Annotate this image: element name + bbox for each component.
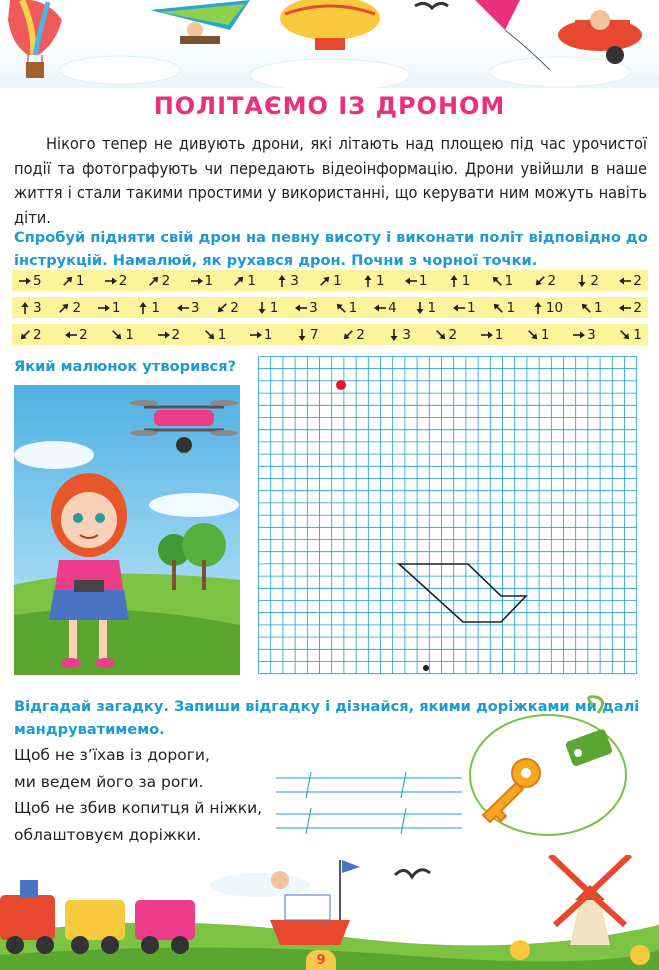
poem-line: ми ведем його за роги.: [14, 772, 204, 791]
windmill-icon: [550, 855, 630, 945]
riddle-task: Відгадай загадку. Запиши відгадку і дізнайся, якими доріжками ми далі мандруватимемо.: [14, 698, 640, 738]
step-count: 3: [33, 299, 42, 316]
arrow-w-icon: [618, 274, 632, 288]
instruction-step: [533, 273, 557, 289]
instruction-step: [318, 273, 342, 289]
arrow-nw-icon: [491, 301, 505, 315]
instruction-step: [579, 300, 603, 316]
arrow-e-icon: [97, 301, 111, 315]
step-count: 1: [506, 299, 516, 316]
poem-line: Щоб не з’їхав із дороги,: [14, 746, 210, 764]
step-count: 1: [204, 272, 214, 289]
task-instructions: Спробуй підняти свій дрон на певну висоту і виконати політ відповідно до інструкцій. Намалюй, як рухався дрон. Почни з чорної точки.: [14, 229, 648, 269]
bird-icon: [415, 3, 448, 8]
arrow-w-icon: [618, 301, 632, 315]
arrow-ne-icon: [61, 274, 75, 288]
step-count: 7: [310, 326, 319, 343]
arrow-ne-icon: [232, 274, 246, 288]
instruction-step: [490, 273, 514, 289]
kite-icon: [475, 0, 550, 70]
arrow-se-icon: [203, 328, 217, 342]
step-count: 2: [118, 272, 128, 289]
arrow-sw-icon: [215, 301, 229, 315]
instruction-step: [104, 273, 128, 289]
step-count: 1: [540, 326, 550, 343]
instruction-step: [18, 300, 42, 316]
step-count: 2: [633, 299, 642, 316]
step-count: 4: [388, 299, 397, 316]
airplane-icon: [558, 10, 642, 64]
instruction-step: [447, 273, 471, 289]
riddle-poem: [14, 742, 262, 848]
swallow-icon: [395, 870, 430, 877]
instruction-step: [575, 273, 599, 289]
step-count: 1: [151, 299, 160, 316]
step-count: 1: [75, 272, 85, 289]
instruction-step: [61, 273, 85, 289]
step-count: 1: [111, 299, 121, 316]
step-count: 1: [466, 299, 476, 316]
arrow-sw-icon: [341, 328, 355, 342]
step-count: 1: [418, 272, 428, 289]
step-count: 3: [309, 299, 318, 316]
arrow-n-icon: [18, 301, 32, 315]
step-count: 1: [427, 299, 437, 316]
instruction-step: [341, 327, 365, 343]
answer-field[interactable]: [276, 770, 462, 844]
instruction-step: [480, 327, 504, 343]
arrow-ne-icon: [57, 301, 71, 315]
step-count: 2: [72, 299, 82, 316]
arrow-w-icon: [404, 274, 418, 288]
step-count: 2: [79, 326, 88, 343]
step-count: 1: [348, 299, 358, 316]
arrow-s-icon: [575, 274, 589, 288]
question-text: Який малюнок утворився?: [14, 358, 237, 375]
poem-line: Щоб не збив копитця й ніжки,: [14, 799, 263, 817]
step-count: 2: [356, 326, 365, 343]
intro-text: Нікого тепер не дивують дрони, які літають над площею під час урочистої події та фотографують чи передають відеоінформацію. Дрони увійшли в наше життя і стали такими простими у використанні, що керувати ним можуть навіть діти.: [14, 134, 647, 227]
step-count: 2: [448, 326, 458, 343]
instruction-step: [404, 273, 428, 289]
page-number: 9: [306, 950, 336, 970]
instruction-step: [255, 300, 279, 316]
instruction-step: [275, 273, 299, 289]
arrow-e-icon: [249, 328, 263, 342]
step-count: 1: [217, 326, 227, 343]
step-count: 2: [33, 326, 42, 343]
step-count: 3: [402, 326, 411, 343]
step-count: 2: [230, 299, 239, 316]
step-count: 2: [171, 326, 181, 343]
instruction-row-3: [12, 324, 648, 345]
instruction-step: [18, 273, 42, 289]
step-count: 3: [290, 272, 299, 289]
zeppelin-icon: [280, 0, 380, 50]
arrow-nw-icon: [579, 301, 593, 315]
instruction-step: [249, 327, 273, 343]
arrow-e-icon: [157, 328, 171, 342]
drawing-grid[interactable]: [258, 356, 646, 678]
top-illustration: [0, 0, 659, 88]
step-count: 10: [545, 299, 564, 316]
arrow-w-icon: [64, 328, 78, 342]
step-count: 1: [494, 326, 504, 343]
step-count: 1: [333, 272, 342, 289]
arrow-n-icon: [136, 301, 150, 315]
instruction-step: [215, 300, 239, 316]
instruction-step: [572, 327, 596, 343]
step-count: 2: [633, 272, 642, 289]
sky-scene: [0, 0, 659, 88]
step-count: 1: [593, 299, 603, 316]
instruction-step: [190, 273, 214, 289]
arrow-e-icon: [190, 274, 204, 288]
instruction-step: [295, 327, 319, 343]
arrow-s-icon: [295, 328, 309, 342]
instruction-step: [618, 273, 642, 289]
arrow-e-icon: [572, 328, 586, 342]
step-count: 1: [269, 299, 279, 316]
instruction-step: [110, 327, 134, 343]
step-count: 2: [590, 272, 599, 289]
arrow-n-icon: [361, 274, 375, 288]
instruction-step: [361, 273, 385, 289]
instruction-step: [157, 327, 181, 343]
instruction-step: [413, 300, 437, 316]
arrow-ne-icon: [318, 274, 332, 288]
instruction-step: [526, 327, 550, 343]
step-count: 1: [247, 272, 256, 289]
arrow-n-icon: [275, 274, 289, 288]
arrow-n-icon: [531, 301, 545, 315]
instruction-step: [136, 300, 160, 316]
instruction-step: [203, 327, 227, 343]
hot-air-balloon-icon: [8, 0, 62, 78]
instruction-step: [373, 300, 397, 316]
step-count: 1: [125, 326, 134, 343]
arrow-se-icon: [110, 328, 124, 342]
arrow-sw-icon: [533, 274, 547, 288]
arrow-w-icon: [373, 301, 387, 315]
arrow-sw-icon: [18, 328, 32, 342]
arrow-s-icon: [413, 301, 427, 315]
arrow-w-icon: [294, 301, 308, 315]
instruction-rows: [12, 270, 648, 351]
page-title: ПОЛІТАЄМО ІЗ ДРОНОМ: [153, 92, 506, 120]
instruction-step: [531, 300, 563, 316]
arrow-w-icon: [452, 301, 466, 315]
instruction-step: [57, 300, 81, 316]
girl-with-drone-illustration: [14, 385, 240, 675]
instruction-step: [232, 273, 256, 289]
arrow-se-icon: [618, 328, 632, 342]
step-count: 1: [633, 326, 642, 343]
instruction-row-2: [12, 297, 648, 318]
grid-canvas: [258, 356, 646, 678]
instruction-step: [334, 300, 358, 316]
instruction-step: [147, 273, 171, 289]
instruction-step: [18, 327, 42, 343]
arrow-e-icon: [480, 328, 494, 342]
arrow-w-icon: [176, 301, 190, 315]
arrow-ne-icon: [147, 274, 161, 288]
arrow-e-icon: [18, 274, 32, 288]
step-count: 3: [190, 299, 200, 316]
intro-paragraph: [14, 132, 647, 230]
arrow-e-icon: [104, 274, 118, 288]
step-count: 1: [263, 326, 273, 343]
instruction-step: [97, 300, 121, 316]
step-count: 1: [504, 272, 514, 289]
instruction-step: [491, 300, 515, 316]
arrow-s-icon: [255, 301, 269, 315]
hang-glider-icon: [150, 0, 250, 44]
instruction-step: [434, 327, 458, 343]
step-count: 5: [33, 272, 42, 289]
step-count: 1: [376, 272, 385, 289]
red-dot: [336, 380, 346, 390]
arrow-s-icon: [387, 328, 401, 342]
step-count: 3: [587, 326, 596, 343]
example-shape: [399, 564, 526, 622]
key-with-tag-icon: [468, 695, 648, 845]
ship-icon: [270, 860, 360, 945]
start-dot: [423, 665, 429, 671]
instruction-step: [176, 300, 200, 316]
step-count: 2: [547, 272, 557, 289]
arrow-se-icon: [434, 328, 448, 342]
instruction-step: [452, 300, 476, 316]
step-count: 2: [161, 272, 171, 289]
arrow-nw-icon: [490, 274, 504, 288]
instruction-step: [64, 327, 88, 343]
arrow-n-icon: [447, 274, 461, 288]
poem-line: облаштовуєм доріжки.: [14, 825, 202, 844]
arrow-nw-icon: [334, 301, 348, 315]
step-count: 1: [461, 272, 471, 289]
instruction-step: [618, 327, 642, 343]
instruction-step: [294, 300, 318, 316]
instruction-step: [387, 327, 411, 343]
instruction-row-1: [12, 270, 648, 291]
arrow-se-icon: [526, 328, 540, 342]
instruction-step: [618, 300, 642, 316]
